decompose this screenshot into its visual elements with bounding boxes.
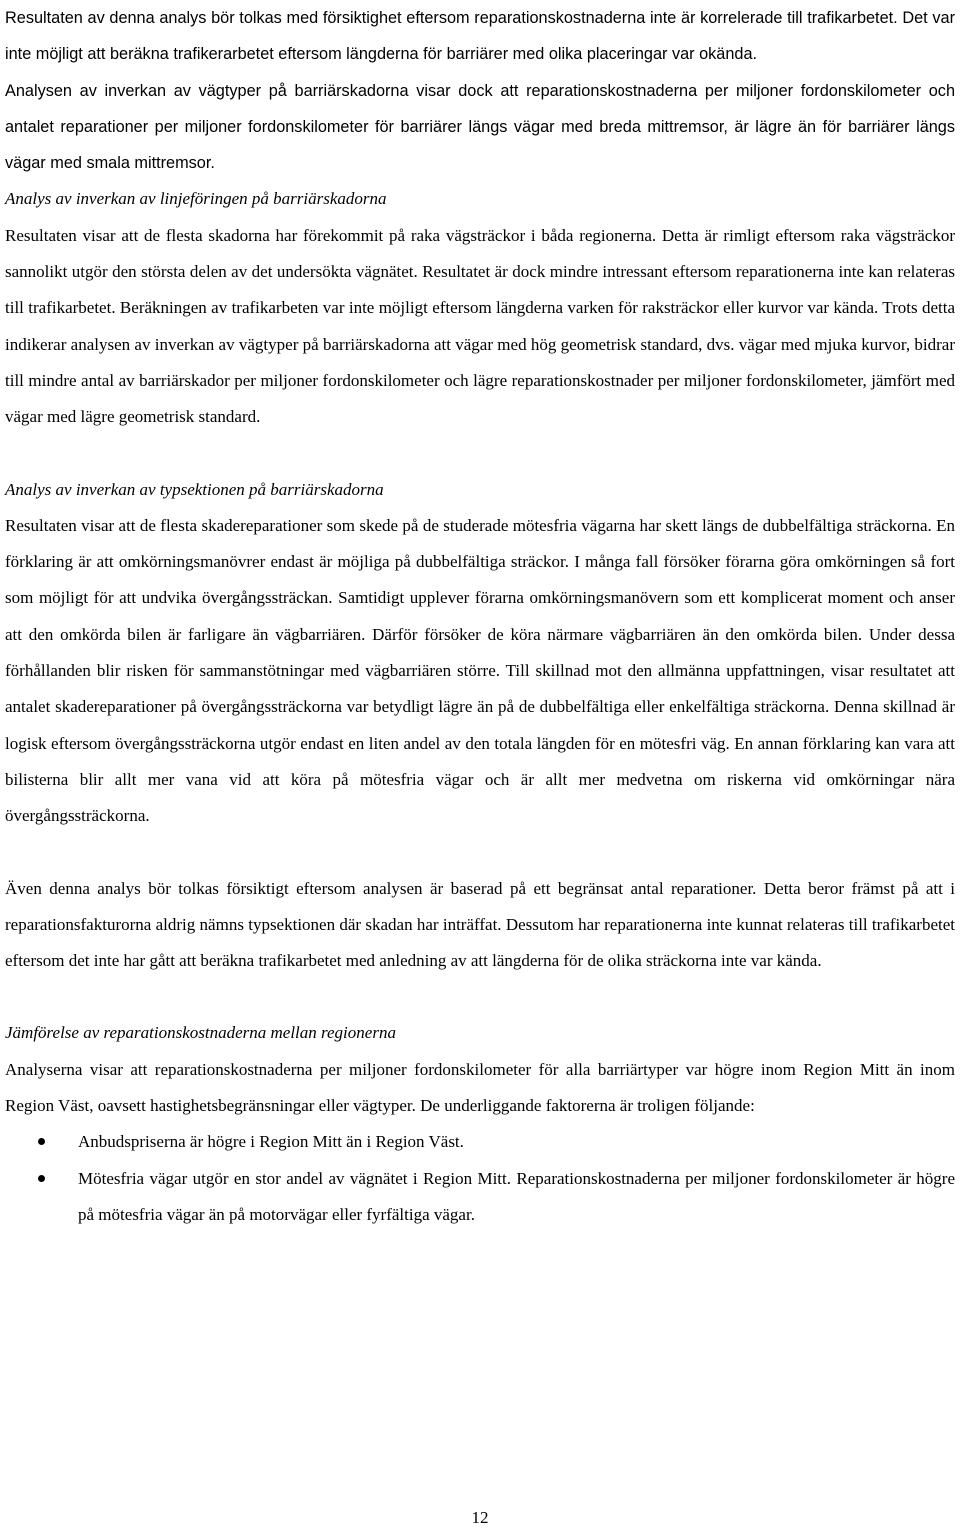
section-heading-regions: Jämförelse av reparationskostnaderna mellan regionerna xyxy=(5,1023,396,1043)
paragraph-regions: Analyserna visar att reparationskostnaderna per miljoner fordonskilometer för alla barriärtyper var högre inom Region Mitt än inom Region Väst, oavsett hastighetsbegränsningar eller vägtyper. De underliggande faktorerna är troligen följande: xyxy=(5,1059,955,1116)
list-item xyxy=(5,1161,955,1234)
spacer xyxy=(5,835,955,871)
paragraph-intro-2: Analysen av inverkan av vägtyper på barriärskadorna visar dock att reparationskostnaderna per miljoner fordonskilometer och antalet reparationer per miljoner fordonskilometer för barriärer längs vägar med breda mittremsor, är lägre än för barriärer längs vägar med smala mittremsor. xyxy=(5,81,955,173)
spacer xyxy=(5,436,955,472)
paragraph-intro-1: Resultaten av denna analys bör tolkas med försiktighet eftersom reparationskostnaderna inte är korrelerade till trafikarbetet. Det var inte möjligt att beräkna trafikerarbetet eftersom längderna för barriärer med olika placeringar var okända. xyxy=(5,9,955,64)
bullet-icon xyxy=(38,1138,45,1145)
bullet-icon xyxy=(38,1175,45,1182)
section-heading-alignment: Analys av inverkan av linjeföringen på barriärskadorna xyxy=(5,189,387,209)
paragraph-cross-section: Resultaten visar att de flesta skadereparationer som skede på de studerade mötesfria vägarna har skett längs de dubbelfältiga sträckorna. En förklaring är att omkörningsmanövrer endast är möjliga på dubbelfältiga sträckor. I många fall försöker förarna göra omkörningen så fort som möjligt för att undvika övergångssträckan. Samtidigt upplever förarna omkörningsmanövern som ett komplicerat moment och anser att den omkörda bilen är farligare än vägbarriären. Därför försöker de köra närmare vägbarriären än den omkörda bilen. Under dessa förhållanden blir risken för sammanstötningar med vägbarriären större. Till skillnad mot den allmänna uppfattningen, visar resultatet att antalet skadereparationer på övergångssträckorna var betydligt lägre än på de dubbelfältiga eller enkelfältiga sträckorna. Denna skillnad är logisk eftersom övergångssträckorna utgör endast en liten andel av den totala längden för en mötesfri väg. En annan förklaring kan vara att bilisterna blir allt mer vana vid att köra på mötesfria vägar och är allt mer medvetna om riskerna vid omkörningar nära övergångssträckorna. xyxy=(5,515,955,826)
paragraph-caution: Även denna analys bör tolkas försiktigt eftersom analysen är baserad på ett begränsat antal reparationer. Detta beror främst på att i reparationsfakturorna aldrig nämns typsektionen där skadan har inträffat. Dessutom har reparationerna inte kunnat relateras till trafikarbetet eftersom det inte har gått att beräkna trafikarbetet med anledning av att längderna för de olika sträckorna inte var kända. xyxy=(5,878,955,971)
list-item xyxy=(5,1124,955,1160)
paragraph-alignment: Resultaten visar att de flesta skadorna har förekommit på raka vägsträckor i båda regionerna. Detta är rimligt eftersom raka vägsträckor sannolikt utgör den största delen av det undersökta vägnätet. Resultatet är dock mindre intressant eftersom reparationerna inte kan relateras till trafikarbetet. Beräkningen av trafikarbeten var inte möjligt eftersom längderna varken för raksträckor eller kurvor var kända. Trots detta indikerar analysen av inverkan av vägtyper på barriärskadorna att vägar med hög geometrisk standard, dvs. vägar med mjuka kurvor, bidrar till mindre antal av barriärskador per miljoner fordonskilometer och lägre reparationskostnader per miljoner fordonskilometer, jämfört med vägar med lägre geometrisk standard. xyxy=(5,225,955,427)
spacer xyxy=(5,979,955,1015)
bullet-list xyxy=(5,1124,955,1233)
page-number: 12 xyxy=(471,1508,489,1527)
list-item-text: Anbudspriserna är högre i Region Mitt än i Region Väst. xyxy=(78,1132,464,1152)
list-item-text: Mötesfria vägar utgör en stor andel av vägnätet i Region Mitt. Reparationskostnaderna per miljoner fordonskilometer är högre på mötesfria vägar än på motorvägar eller fyrfältiga vägar. xyxy=(78,1168,955,1224)
section-heading-cross-section: Analys av inverkan av typsektionen på barriärskadorna xyxy=(5,479,384,499)
